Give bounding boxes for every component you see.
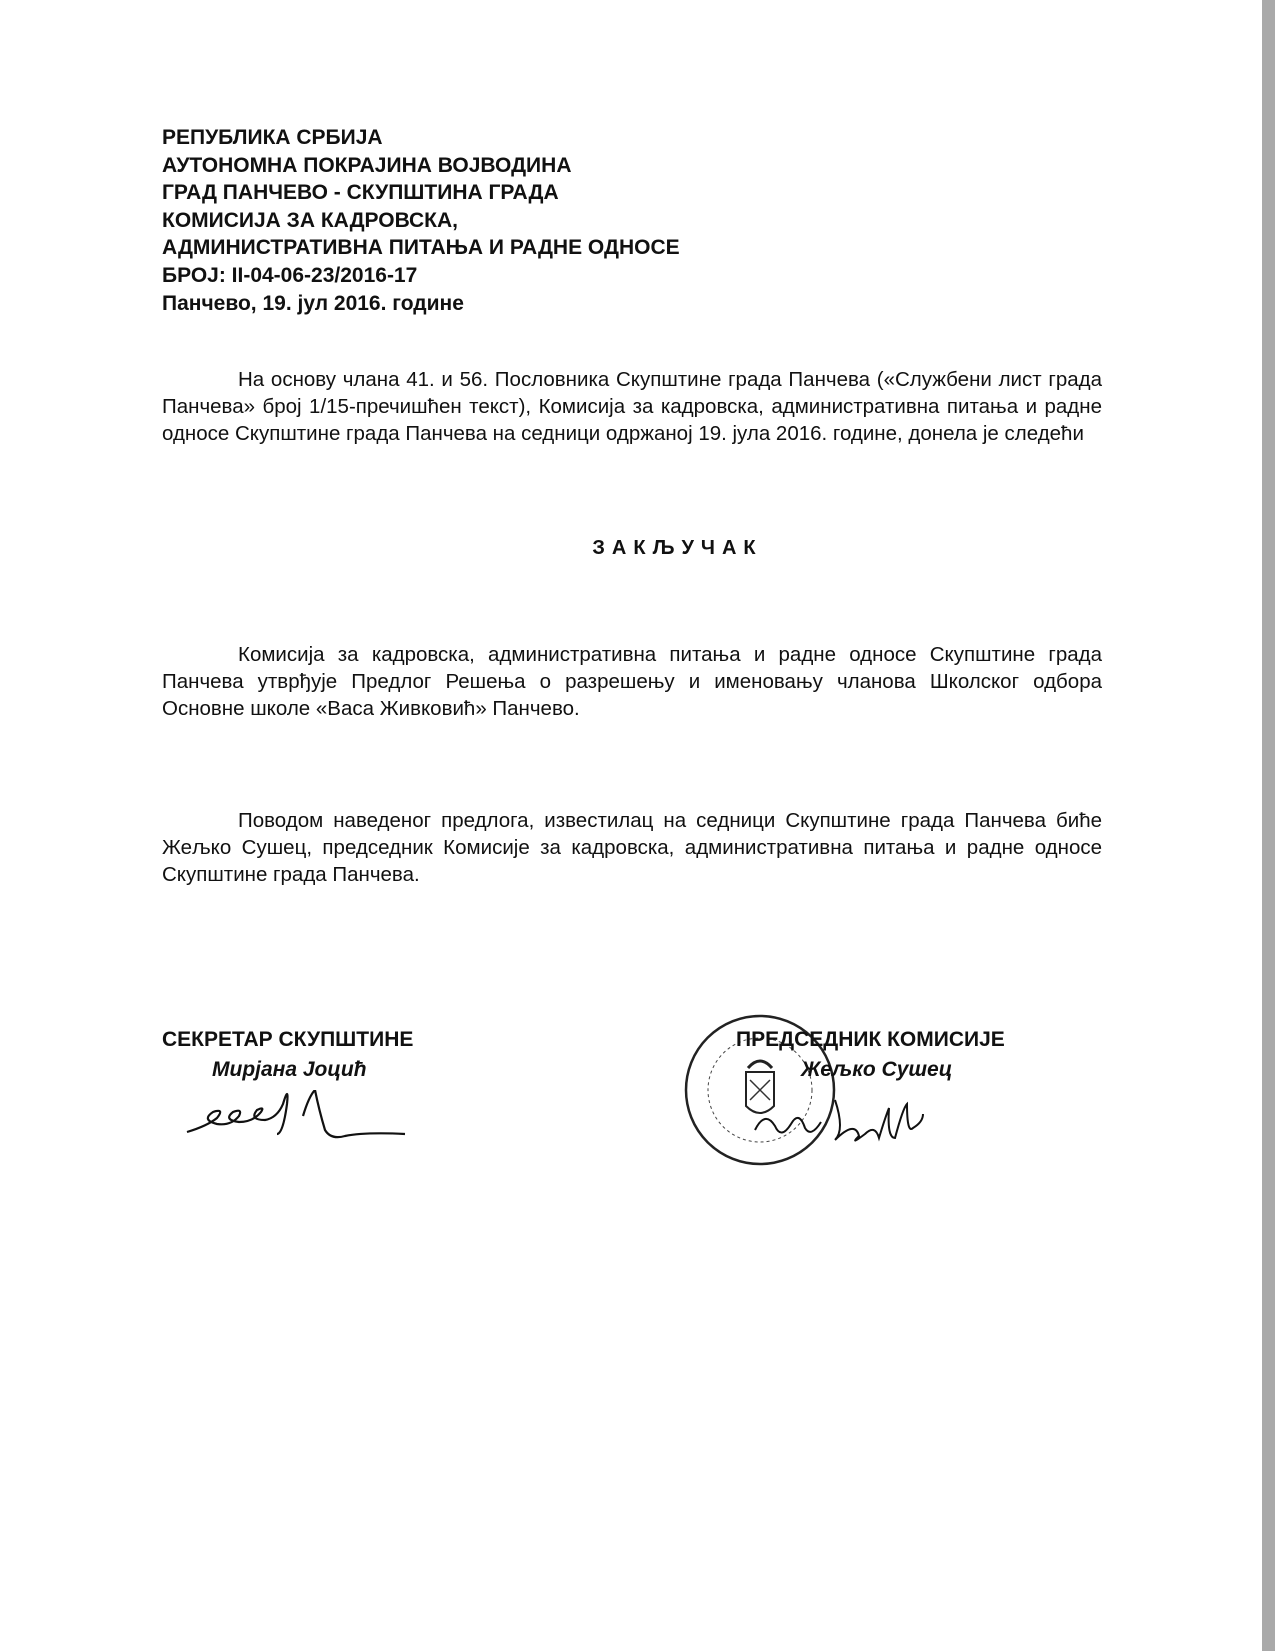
signature-block-president: [736, 1028, 1005, 1082]
document-header: [162, 124, 680, 317]
header-line: АУТОНОМНА ПОКРАЈИНА ВОЈВОДИНА: [162, 153, 572, 177]
handwritten-signature-secretary: [185, 1090, 445, 1170]
signature-block-secretary: [162, 1028, 413, 1082]
signature-name: Жељко Сушец: [801, 1058, 953, 1081]
signature-name: Мирјана Јоцић: [212, 1058, 367, 1081]
document-number: БРОЈ: II-04-06-23/2016-17: [162, 263, 418, 287]
document-title: ЗАКЉУЧАК: [592, 537, 763, 559]
body-paragraph: Поводом наведеног предлога, известилац на седници Скупштине града Панчева биће Жељко Сушец, председник Комисије за кадровска, административна питања и радне односе Скупштине града Панчева.: [162, 809, 1102, 886]
body-paragraph: Комисија за кадровска, административна питања и радне односе Скупштине града Панчева утврђује Предлог Решења о разрешењу и именовању чланова Школског одбора Основне школе «Васа Живковић» Панчево.: [162, 643, 1102, 720]
document-date: Панчево, 19. јул 2016. године: [162, 291, 464, 315]
signature-role: СЕКРЕТАР СКУПШТИНЕ: [162, 1028, 414, 1051]
header-line: АДМИНИСТРАТИВНА ПИТАЊА И РАДНЕ ОДНОСЕ: [162, 236, 680, 260]
signature-role: ПРЕДСЕДНИК КОМИСИЈЕ: [736, 1028, 1005, 1051]
handwritten-signature-president: [745, 1090, 945, 1160]
header-line: ГРАД ПАНЧЕВО - СКУПШТИНА ГРАДА: [162, 181, 559, 205]
scan-edge: [1262, 0, 1275, 1651]
preamble-paragraph: На основу члана 41. и 56. Пословника Скупштине града Панчева («Службени лист града Панчева» број 1/15-пречишћен текст), Комисија за кадровска, административна питања и радне односе Скупштине града Панчева на седници одржаној 19. јула 2016. године, донела је следећи: [162, 368, 1102, 445]
header-line: КОМИСИЈА ЗА КАДРОВСКА,: [162, 208, 458, 232]
header-line: РЕПУБЛИКА СРБИЈА: [162, 126, 383, 149]
